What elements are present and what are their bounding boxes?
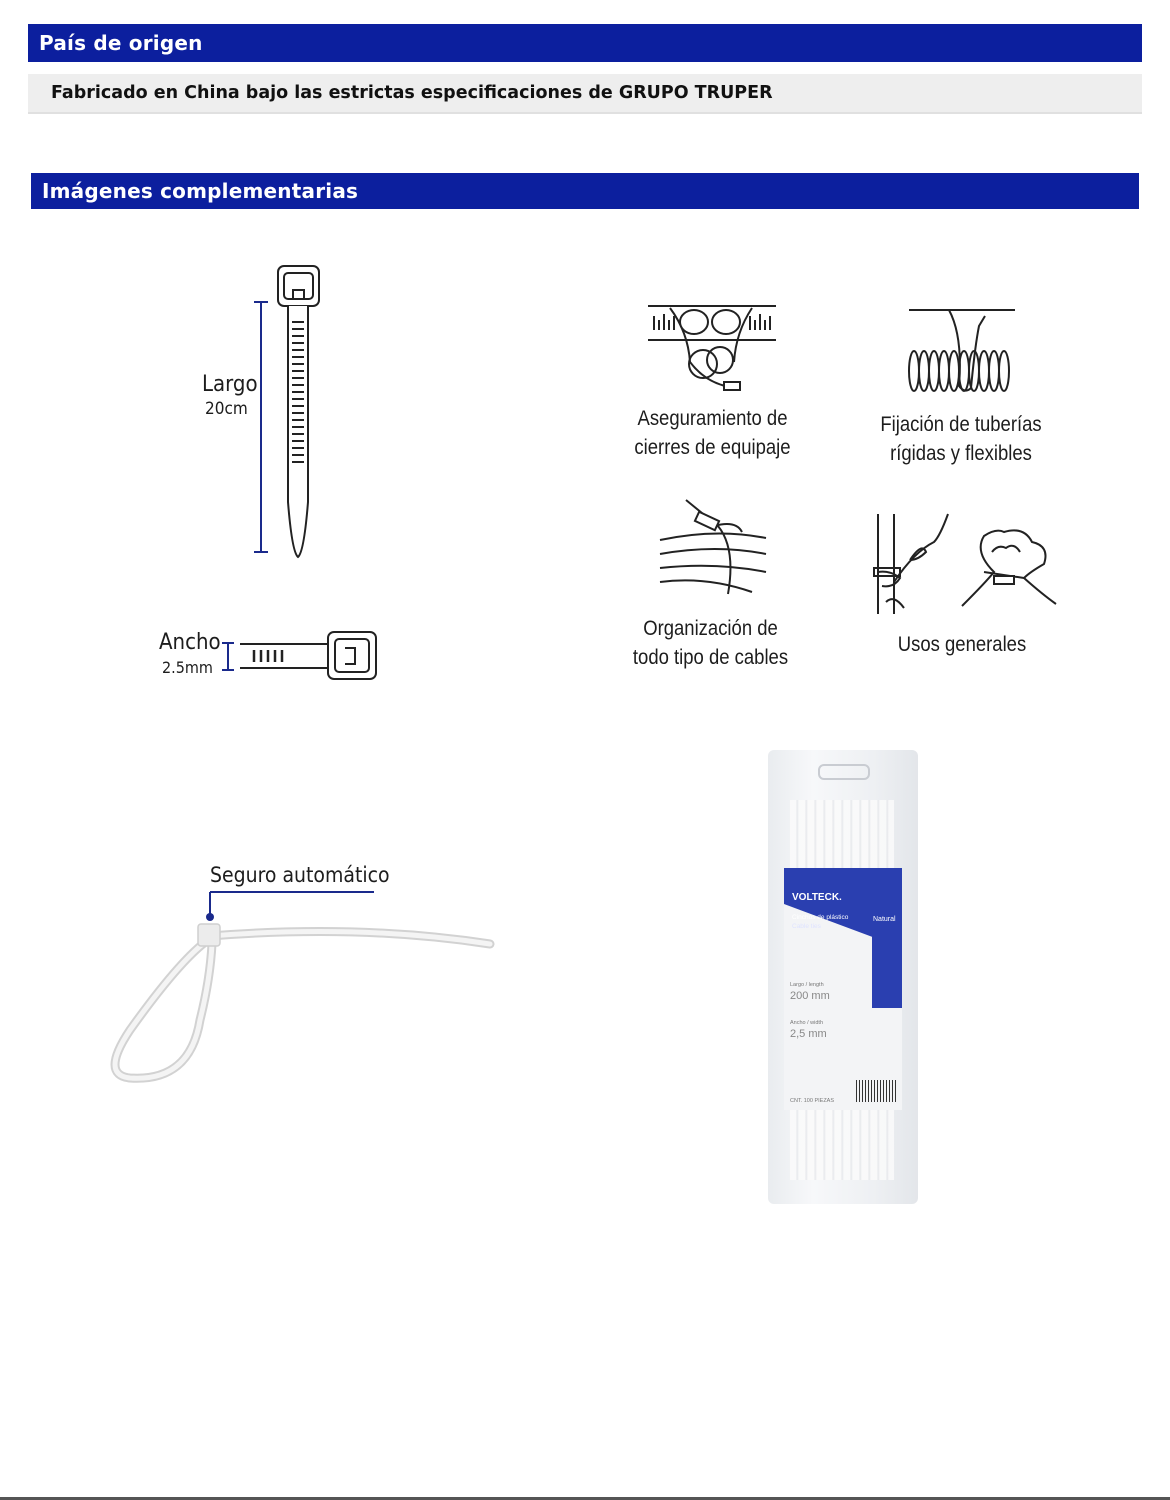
images-header: Imágenes complementarias — [31, 173, 1139, 209]
width-value: 2.5mm — [162, 658, 213, 677]
length-value: 20cm — [205, 399, 248, 419]
hang-hole — [818, 764, 870, 780]
label-side-panel — [872, 868, 902, 1008]
width-label: Ancho — [159, 630, 221, 655]
package-length-value: 200 mm — [790, 990, 830, 1002]
luggage-icon — [648, 302, 776, 396]
package-width-value: 2,5 mm — [790, 1028, 827, 1040]
package-product-name: Cinchos de plástico — [792, 914, 849, 921]
use-caption-luggage: Aseguramiento de cierres de equipaje — [634, 407, 791, 459]
use-caption-general: Usos generales — [897, 633, 1027, 656]
use-caption-cables: Organización de todo tipo de cables — [632, 617, 789, 669]
package-quantity: CNT. 100 PIEZAS — [790, 1098, 835, 1104]
cable-tie-width-diagram — [218, 628, 380, 684]
lock-label: Seguro automático — [210, 863, 390, 887]
package-label — [784, 868, 902, 1110]
length-label: Largo — [202, 372, 258, 397]
package-width-label: Ancho / width — [790, 1020, 824, 1026]
brand-logo: VOLTECK. — [792, 892, 842, 903]
cable-tie-length-diagram — [250, 262, 330, 562]
barcode — [856, 1080, 896, 1102]
package-product-name-en: Cable ties — [792, 923, 821, 930]
general-use-icon — [874, 512, 1060, 616]
product-package — [768, 750, 918, 1204]
package-length-label: Largo / length — [790, 982, 824, 988]
pipe-icon — [905, 306, 1017, 398]
cables-icon — [656, 498, 768, 598]
origin-text: Fabricado en China bajo las estrictas especificaciones de GRUPO TRUPER — [28, 74, 1142, 114]
package-color: Natural — [873, 916, 896, 923]
use-caption-pipes: Fijación de tuberías rígidas y flexibles — [880, 413, 1042, 465]
cable-tie-loop-image — [60, 860, 500, 1090]
origin-header: País de origen — [28, 24, 1142, 62]
